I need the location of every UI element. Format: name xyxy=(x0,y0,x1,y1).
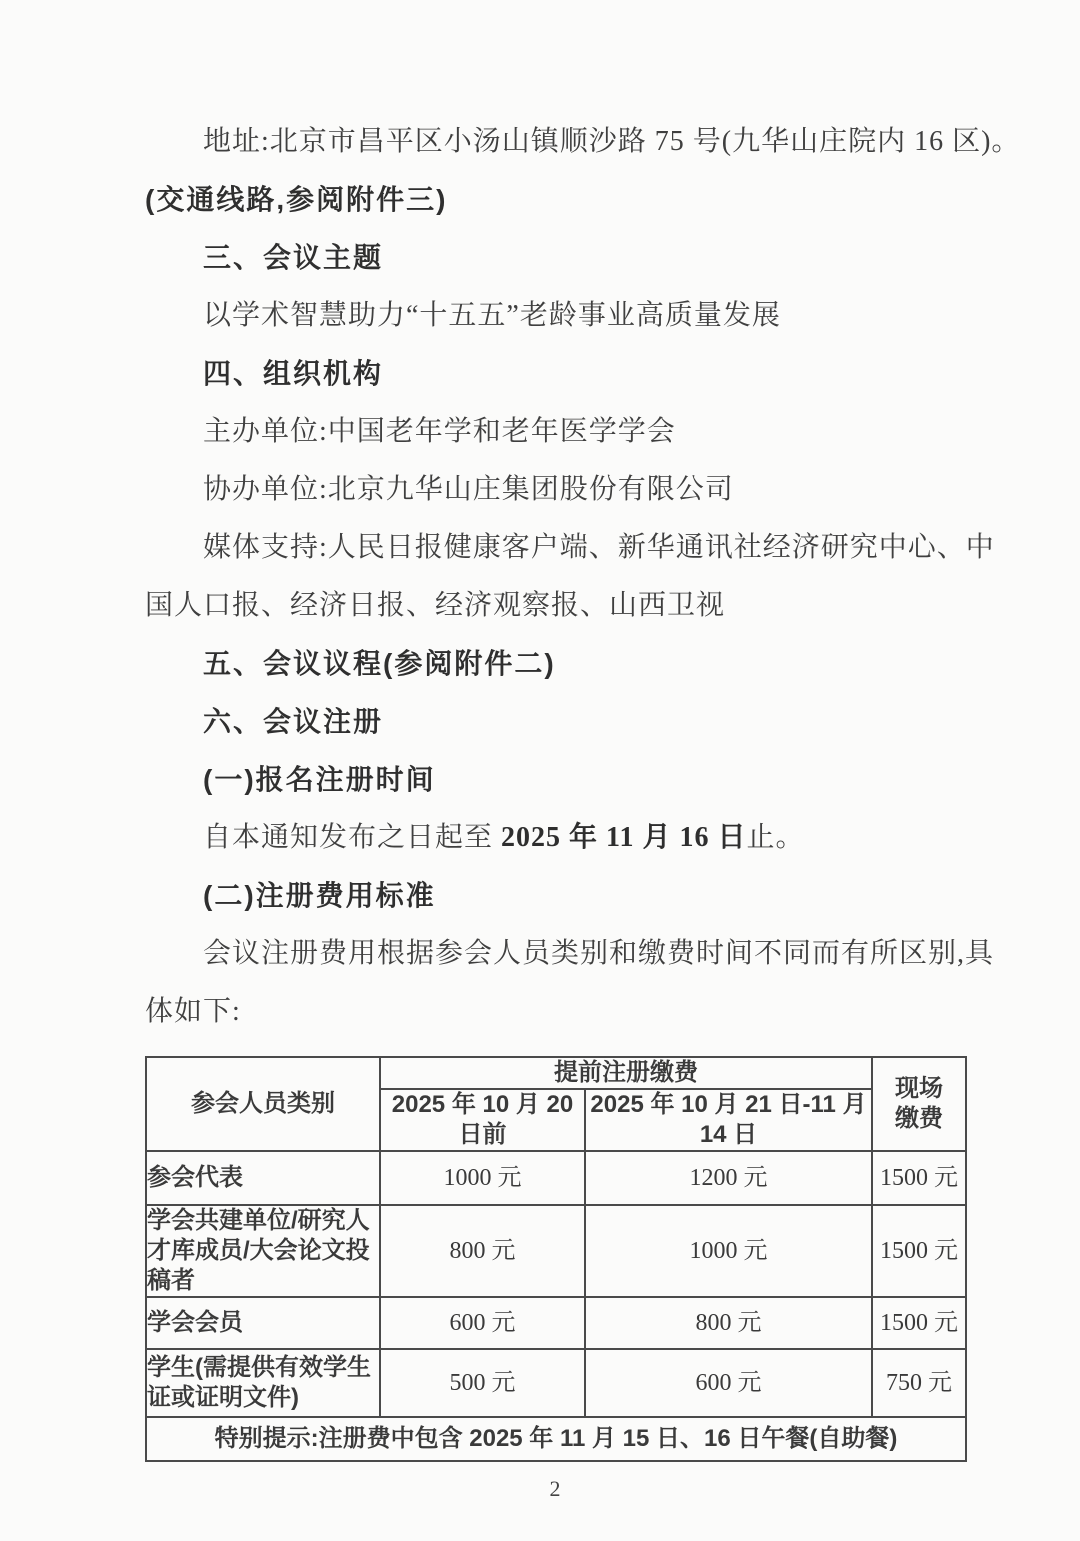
subsection-heading-2: (二)注册费用标准 xyxy=(203,880,436,911)
fee-category-cell: 学生(需提供有效学生证或证明文件) xyxy=(146,1349,380,1417)
fee-value-cell: 500 元 xyxy=(380,1349,585,1417)
fee-table-row xyxy=(146,1205,966,1297)
subsection-heading-1: (一)报名注册时间 xyxy=(203,764,436,795)
fee-value-cell: 800 元 xyxy=(585,1297,872,1349)
fee-value-cell: 750 元 xyxy=(872,1349,966,1417)
fee-table-header-early-period-1: 2025 年 10 月 20 日前 xyxy=(380,1089,585,1151)
host-organizer-line: 主办单位:中国老年学和老年医学学会 xyxy=(203,416,676,447)
section-heading-3: 三、会议主题 xyxy=(203,242,384,273)
fee-table xyxy=(145,1056,967,1462)
registration-deadline-date: 2025 年 11 月 16 日 xyxy=(501,822,747,853)
transport-note: (交通线路,参阅附件三) xyxy=(145,184,448,215)
fee-value-cell: 1200 元 xyxy=(585,1151,872,1205)
fee-table-row xyxy=(146,1349,966,1417)
fee-value-cell: 1500 元 xyxy=(872,1205,966,1297)
media-support-line-1: 媒体支持:人民日报健康客户端、新华通讯社经济研究中心、中 xyxy=(203,532,995,563)
address-line: 地址:北京市昌平区小汤山镇顺沙路 75 号(九华山庄院内 16 区)。 xyxy=(203,126,1021,157)
fee-category-cell: 学会共建单位/研究人才库成员/大会论文投稿者 xyxy=(146,1205,380,1297)
fee-table-row xyxy=(146,1151,966,1205)
fee-value-cell: 600 元 xyxy=(585,1349,872,1417)
fee-value-cell: 800 元 xyxy=(380,1205,585,1297)
fee-value-cell: 1500 元 xyxy=(872,1151,966,1205)
fee-table-header-early-period-2: 2025 年 10 月 21 日-11 月 14 日 xyxy=(585,1089,872,1151)
fee-table-header-early: 提前注册缴费 xyxy=(380,1057,872,1089)
fee-value-cell: 1000 元 xyxy=(380,1151,585,1205)
page-number: 2 xyxy=(549,1476,561,1501)
fee-table-header-category: 参会人员类别 xyxy=(146,1057,380,1151)
section-heading-4: 四、组织机构 xyxy=(203,358,384,389)
fee-table-note-row xyxy=(146,1417,966,1461)
conference-theme: 以学术智慧助力“十五五”老龄事业高质量发展 xyxy=(203,300,781,331)
fee-intro-line-2: 体如下: xyxy=(145,996,241,1027)
fee-value-cell: 1500 元 xyxy=(872,1297,966,1349)
fee-intro-line-1: 会议注册费用根据参会人员类别和缴费时间不同而有所区别,具 xyxy=(203,938,995,969)
fee-table-header-onsite-line-2: 缴费 xyxy=(895,1105,943,1132)
fee-table-header-onsite-line-1: 现场 xyxy=(895,1075,943,1102)
fee-value-cell: 1000 元 xyxy=(585,1205,872,1297)
fee-value-cell: 600 元 xyxy=(380,1297,585,1349)
fee-category-cell: 学会会员 xyxy=(146,1297,380,1349)
fee-category-cell: 参会代表 xyxy=(146,1151,380,1205)
registration-deadline-line xyxy=(145,824,965,852)
media-support-line-2: 国人口报、经济日报、经济观察报、山西卫视 xyxy=(145,590,726,621)
co-organizer-line: 协办单位:北京九华山庄集团股份有限公司 xyxy=(203,474,734,505)
fee-table-note: 特别提示:注册费中包含 2025 年 11 月 15 日、16 日午餐(自助餐) xyxy=(146,1417,966,1461)
fee-table-header-row-1 xyxy=(146,1057,966,1089)
section-heading-5: 五、会议议程(参阅附件二) xyxy=(203,648,556,679)
fee-table-row xyxy=(146,1297,966,1349)
registration-deadline-post: 止。 xyxy=(746,822,805,853)
section-heading-6: 六、会议注册 xyxy=(203,706,384,737)
fee-table-header-onsite xyxy=(872,1057,966,1151)
registration-deadline-pre: 自本通知发布之日起至 xyxy=(203,822,502,853)
